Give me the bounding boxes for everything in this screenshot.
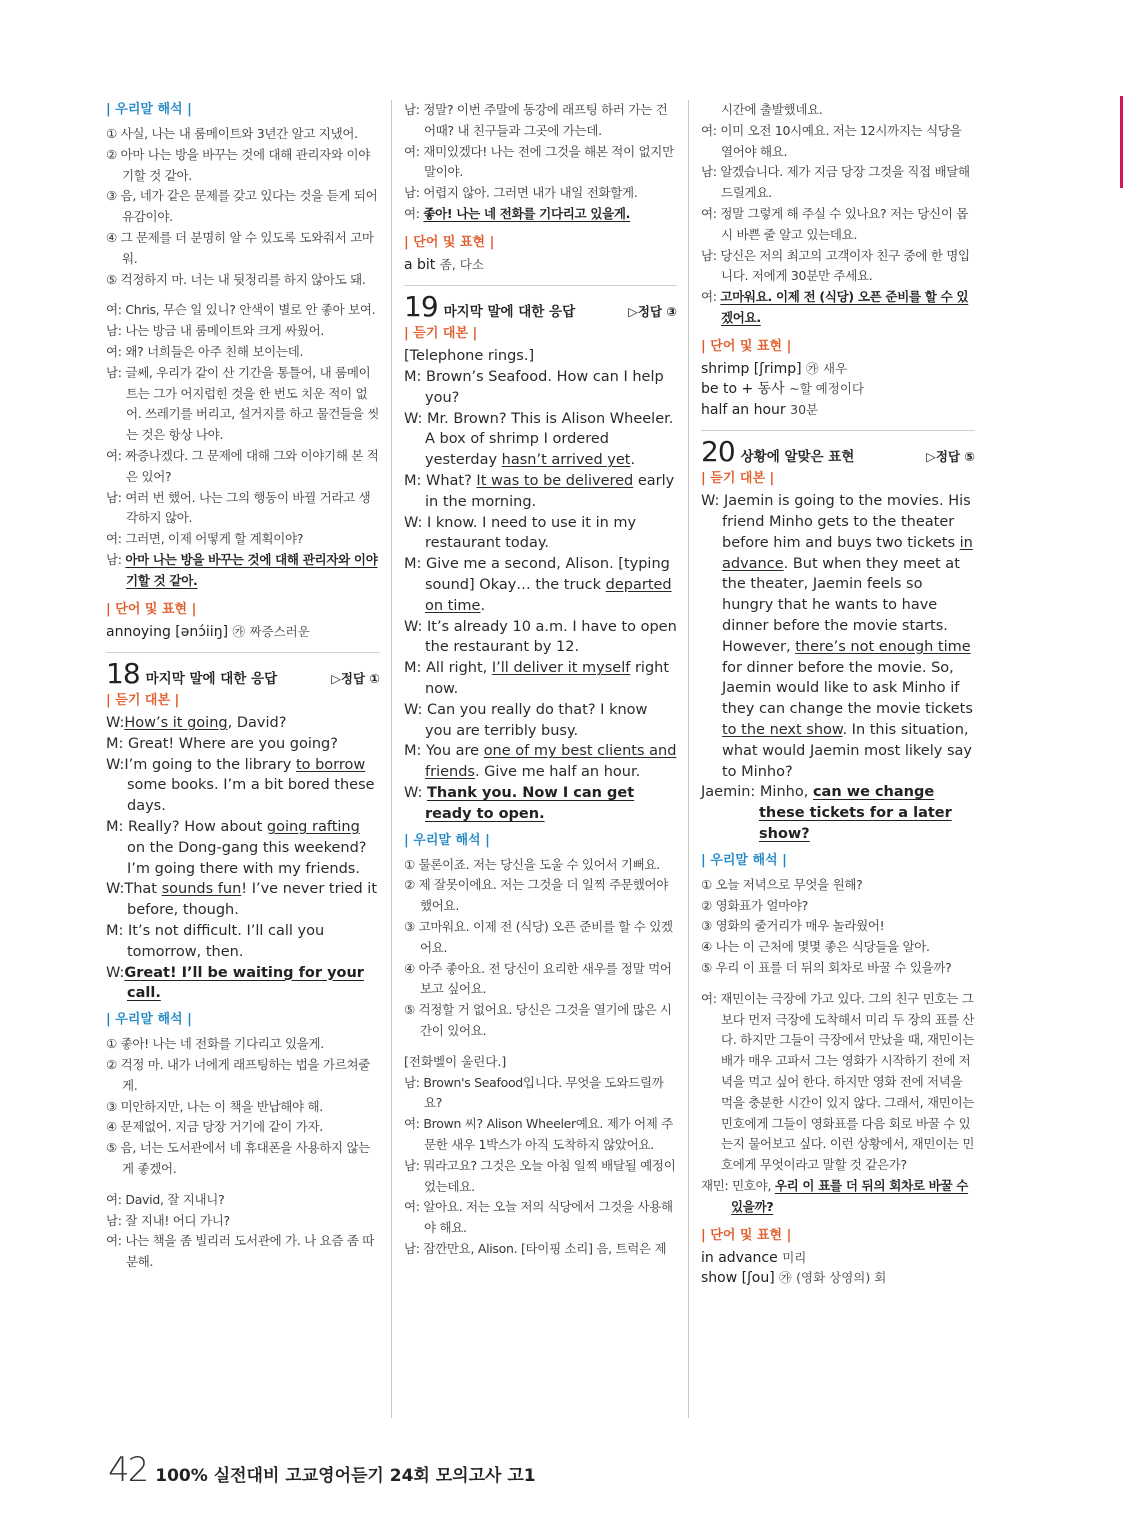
vocab-entry: shrimp [ʃrimp] ㉮ 새우	[701, 360, 848, 377]
section-heading: | 우리말 해석 |	[106, 1012, 192, 1028]
script-line: M: Great! Where are you going?	[106, 735, 338, 752]
answer-line: 재민: 민호야, 우리 이 표를 더 뒤의 회차로 바꿀 수 있을까?	[701, 1177, 969, 1214]
script-line: 여: 그러면, 이제 어떻게 할 계획이야?	[106, 531, 304, 547]
option-line: ④ 나는 이 근처에 몇몇 좋은 식당들을 알아.	[701, 939, 930, 955]
script-line: 여: David, 잘 지내니?	[106, 1191, 225, 1207]
script-line: 남: 글쎄, 우리가 같이 산 기간을 통틀어, 내 룸메이트는 그가 어지럽힌 것을 한 번도 치운 적이 없어. 쓰레기를 버리고, 설거지를 하고 물건들을 씻는 것은 항상 나야.	[106, 364, 380, 443]
script-line: W:How’s it going, David?	[106, 715, 287, 732]
option-line: ④ 아주 좋아요. 전 당신이 요리한 새우를 정말 먹어보고 싶어요.	[404, 960, 672, 997]
vocab-entry: in advance 미리	[701, 1249, 807, 1266]
script-line: W: Can you really do that? I know you are terribly busy.	[404, 701, 648, 739]
option-line: ④ 문제없어. 지금 당장 거기에 같이 가자.	[106, 1119, 323, 1135]
question-title: 마지막 말에 대한 응답	[145, 671, 278, 688]
script-line: 남: 어렵지 않아. 그러면 내가 내일 전화할게.	[404, 185, 638, 201]
option-line: ② 아마 나는 방을 바꾸는 것에 대해 관리자와 이야기할 것 같아.	[106, 146, 371, 183]
script-line: 시간에 출발했네요.	[721, 102, 823, 117]
option-line: ① 물론이죠. 저는 당신을 도울 수 있어서 기뻐요.	[404, 856, 660, 872]
question-header	[106, 652, 380, 689]
script-line: W:I’m going to the library to borrow some books. I’m a bit bored these days.	[106, 756, 375, 815]
korean-options	[106, 1034, 380, 1180]
answer-line: 여: 좋아! 나는 네 전화를 기다리고 있을게.	[404, 205, 631, 221]
answer-key: ▷정답 ①	[331, 671, 380, 687]
section-heading: | 우리말 해석 |	[701, 852, 787, 868]
vocab-heading: | 단어 및 표현 |	[404, 234, 495, 250]
answer-line: W:Great! I’ll be waiting for your call.	[106, 964, 364, 1002]
script-line: 여: Brown 씨? Alison Wheeler예요. 제가 어제 주문한 새우 1박스가 아직 도착하지 않았어요.	[404, 1116, 674, 1152]
korean-script	[701, 100, 975, 329]
vocab-entry: annoying [ənɔ́iiŋ] ㉮ 짜증스러운	[106, 623, 310, 640]
option-line: ③ 음, 네가 같은 문제를 갖고 있다는 것을 듣게 되어 유감이야.	[106, 188, 378, 225]
script-line: 여: Chris, 무슨 일 있니? 안색이 별로 안 좋아 보여.	[106, 302, 376, 318]
korean-options	[106, 124, 380, 290]
vocab-entry: be to + 동사 ~할 예정이다	[701, 381, 864, 398]
question-number: 18	[106, 657, 140, 691]
option-line: ⑤ 걱정할 거 없어요. 당신은 그것을 열기에 많은 시간이 있어요.	[404, 1002, 672, 1038]
option-line: ① 사실, 나는 내 룸메이트와 3년간 알고 지냈어.	[106, 126, 358, 141]
option-line: ⑤ 걱정하지 마. 너는 내 뒷정리를 하지 않아도 돼.	[106, 271, 366, 287]
question-number: 20	[701, 435, 735, 469]
script-line: 남: Brown's Seafood입니다. 무엇을 도와드릴까요?	[404, 1074, 664, 1111]
option-line: ③ 영화의 줄거리가 매우 놀라웠어!	[701, 918, 885, 934]
script-line: 남: 잘 지내! 어디 가니?	[106, 1212, 230, 1228]
option-line: ⑤ 우리 이 표를 더 뒤의 회차로 바꿀 수 있을까?	[701, 960, 952, 975]
stage-direction: [Telephone rings.]	[404, 348, 535, 365]
korean-options	[404, 855, 677, 1042]
column-divider	[391, 100, 392, 1418]
script-line: 남: 정말? 이번 주말에 동강에 래프팅 하러 가는 건 어때? 내 친구들과 그곳에 가는데.	[404, 102, 668, 138]
script-line: W: It’s already 10 a.m. I have to open the restaurant by 12.	[404, 618, 677, 656]
vocab-heading: | 단어 및 표현 |	[106, 601, 197, 617]
korean-script	[106, 1190, 380, 1273]
option-line: ① 좋아! 나는 네 전화를 기다리고 있을게.	[106, 1036, 324, 1052]
script-line: 여: 나는 책을 좀 빌리러 도서관에 가. 나 요즘 좀 따분해.	[106, 1233, 375, 1270]
script-line: W: I know. I need to use it in my restaurant today.	[404, 514, 637, 552]
section-heading: | 우리말 해석 |	[404, 832, 490, 848]
english-script	[701, 491, 975, 845]
korean-script	[404, 1052, 677, 1260]
answer-key: ▷정답 ③	[628, 304, 677, 320]
option-line: ③ 고마워요. 이제 전 (식당) 오픈 준비를 할 수 있겠어요.	[404, 919, 673, 955]
option-line: ⑤ 음, 너는 도서관에서 네 휴대폰을 사용하지 않는 게 좋겠어.	[106, 1140, 371, 1176]
script-line: 여: 재민이는 극장에 가고 있다. 그의 친구 민호는 그보다 먼저 극장에 도착해서 미리 두 장의 표를 산다. 하지만 그들이 극장에서 만났을 때, 재민이는 배가 매우 고파서 그는 영화가 시작하기 전에 저녁을 먹고 싶어 한다. 하지만 영화 전에 저녁을 먹을 충분한 시간이 있지 않다. 그래서, 재민이는 민호에게 그들이 영화표를 다음 회로 바꿀 수 있는지 물어보고 싶다. 이런 상황에서, 재민이는 민호에게 무엇이라고 말할 것 같은가?	[701, 990, 975, 1173]
column-divider	[688, 100, 689, 1418]
script-line: 남: 당신은 저의 최고의 고객이자 친구 중에 한 명입니다. 저에게 30분만 주세요.	[701, 247, 970, 284]
question-title: 마지막 말에 대한 응답	[443, 304, 576, 321]
script-line: M: You are one of my best clients and friends. Give me half an hour.	[404, 743, 677, 781]
script-line: W: Jaemin is going to the movies. His friend Minho gets to the theater before him and buys two tickets in advance. But when they meet at the theater, Jaemin feels so hungry that he wants to have dinner before the movie starts. However, there’s not enough time for dinner before the movie. So, Jaemin would like to ask Minho if they can change the movie tickets to the next show. In this situation, what would Jaemin most likely say to Minho?	[701, 493, 973, 780]
script-line: 여: 짜증나겠다. 그 문제에 대해 그와 이야기해 본 적은 있어?	[106, 447, 379, 484]
script-line: 남: 잠깐만요, Alison. [타이핑 소리] 음, 트럭은 제	[404, 1240, 667, 1256]
script-heading: | 듣기 대본 |	[404, 326, 478, 342]
korean-script	[404, 100, 677, 225]
english-script	[404, 346, 677, 824]
vocab-entry: show [ʃou] ㉮ (영화 상영의) 회	[701, 1270, 887, 1287]
stage-direction: [전화벨이 울린다.]	[404, 1053, 507, 1069]
script-line: 남: 여러 번 했어. 나는 그의 행동이 바뀔 거라고 생각하지 않아.	[106, 489, 371, 526]
script-line: 남: 뭐라고요? 그것은 오늘 아침 일찍 배달될 예정이었는데요.	[404, 1157, 676, 1194]
english-script	[106, 713, 380, 1004]
question-header	[404, 285, 677, 322]
script-line: M: Really? How about going rafting on the Dong-gang this weekend? I’m going there with my friends.	[106, 819, 367, 877]
question-title: 상황에 알맞은 표현	[740, 449, 855, 466]
script-line: 여: 알아요. 저는 오늘 저의 식당에서 그것을 사용해야 해요.	[404, 1199, 673, 1236]
option-line: ② 영화표가 얼마야?	[701, 897, 809, 913]
korean-script	[701, 989, 975, 1218]
script-line: 여: 왜? 너희들은 아주 친해 보이는데.	[106, 343, 304, 359]
page-number: 42	[108, 1450, 148, 1490]
script-line: M: All right, I’ll deliver it myself right now.	[404, 660, 670, 698]
book-title: 100% 실전대비 고교영어듣기 24회 모의고사 고1	[155, 1466, 536, 1486]
answer-line: Jaemin: Minho, can we change these tickets for a later show?	[701, 784, 952, 843]
script-line: 여: 이미 오전 10시예요. 저는 12시까지는 식당을 열어야 해요.	[701, 122, 962, 159]
answer-key: ▷정답 ⑤	[926, 449, 975, 465]
answer-line: 여: 고마워요. 이제 전 (식당) 오픈 준비를 할 수 있겠어요.	[701, 289, 969, 325]
script-heading: | 듣기 대본 |	[106, 693, 180, 709]
vocab-heading: | 단어 및 표현 |	[701, 1227, 792, 1243]
option-line: ① 오늘 저녁으로 무엇을 원해?	[701, 876, 863, 892]
korean-options	[701, 875, 975, 979]
script-line: 여: 정말 그렇게 해 주실 수 있나요? 저는 당신이 몹시 바쁜 줄 알고 있는데요.	[701, 205, 969, 242]
korean-script	[106, 300, 380, 591]
vocab-entry: a bit 좀, 다소	[404, 256, 484, 273]
script-line: 남: 나는 방금 내 룸메이트와 크게 싸웠어.	[106, 323, 325, 339]
page-footer	[108, 1450, 536, 1490]
script-line: 남: 알겠습니다. 제가 지금 당장 그것을 직접 배달해 드릴게요.	[701, 164, 970, 201]
script-line: W: Mr. Brown? This is Alison Wheeler. A box of shrimp I ordered yesterday hasn’t arrived yet.	[404, 410, 674, 469]
question-number: 19	[404, 290, 438, 324]
question-header	[701, 430, 975, 467]
option-line: ② 걱정 마. 내가 너에게 래프팅하는 법을 가르쳐줄게.	[106, 1056, 371, 1093]
vocab-heading: | 단어 및 표현 |	[701, 338, 792, 354]
option-line: ④ 그 문제를 더 분명히 알 수 있도록 도와줘서 고마워.	[106, 229, 374, 266]
script-line: M: Brown’s Seafood. How can I help you?	[404, 369, 664, 406]
column-1	[106, 100, 380, 1273]
script-line: W:That sounds fun! I’ve never tried it before, though.	[106, 881, 378, 919]
script-heading: | 듣기 대본 |	[701, 471, 775, 487]
column-2	[404, 100, 677, 1260]
section-heading: | 우리말 해석 |	[106, 102, 192, 117]
option-line: ③ 미안하지만, 나는 이 책을 반납해야 해.	[106, 1098, 323, 1114]
script-line: M: Give me a second, Alison. [typing sound] Okay… the truck departed on time.	[404, 556, 672, 614]
option-line: ② 제 잘못이에요. 저는 그것을 더 일찍 주문했어야 했어요.	[404, 877, 669, 914]
answer-line: 남: 아마 나는 방을 바꾸는 것에 대해 관리자와 이야기할 것 같아.	[106, 551, 378, 588]
vocab-entry: half an hour 30분	[701, 401, 819, 418]
column-3	[701, 100, 975, 1289]
answer-line: W: Thank you. Now I can get ready to open.	[404, 785, 635, 822]
script-line: M: It’s not difficult. I’ll call you tomorrow, then.	[106, 923, 325, 960]
script-line: 여: 재미있겠다! 나는 전에 그것을 해본 적이 없지만 말이야.	[404, 143, 674, 180]
script-line: M: What? It was to be delivered early in the morning.	[404, 473, 675, 510]
